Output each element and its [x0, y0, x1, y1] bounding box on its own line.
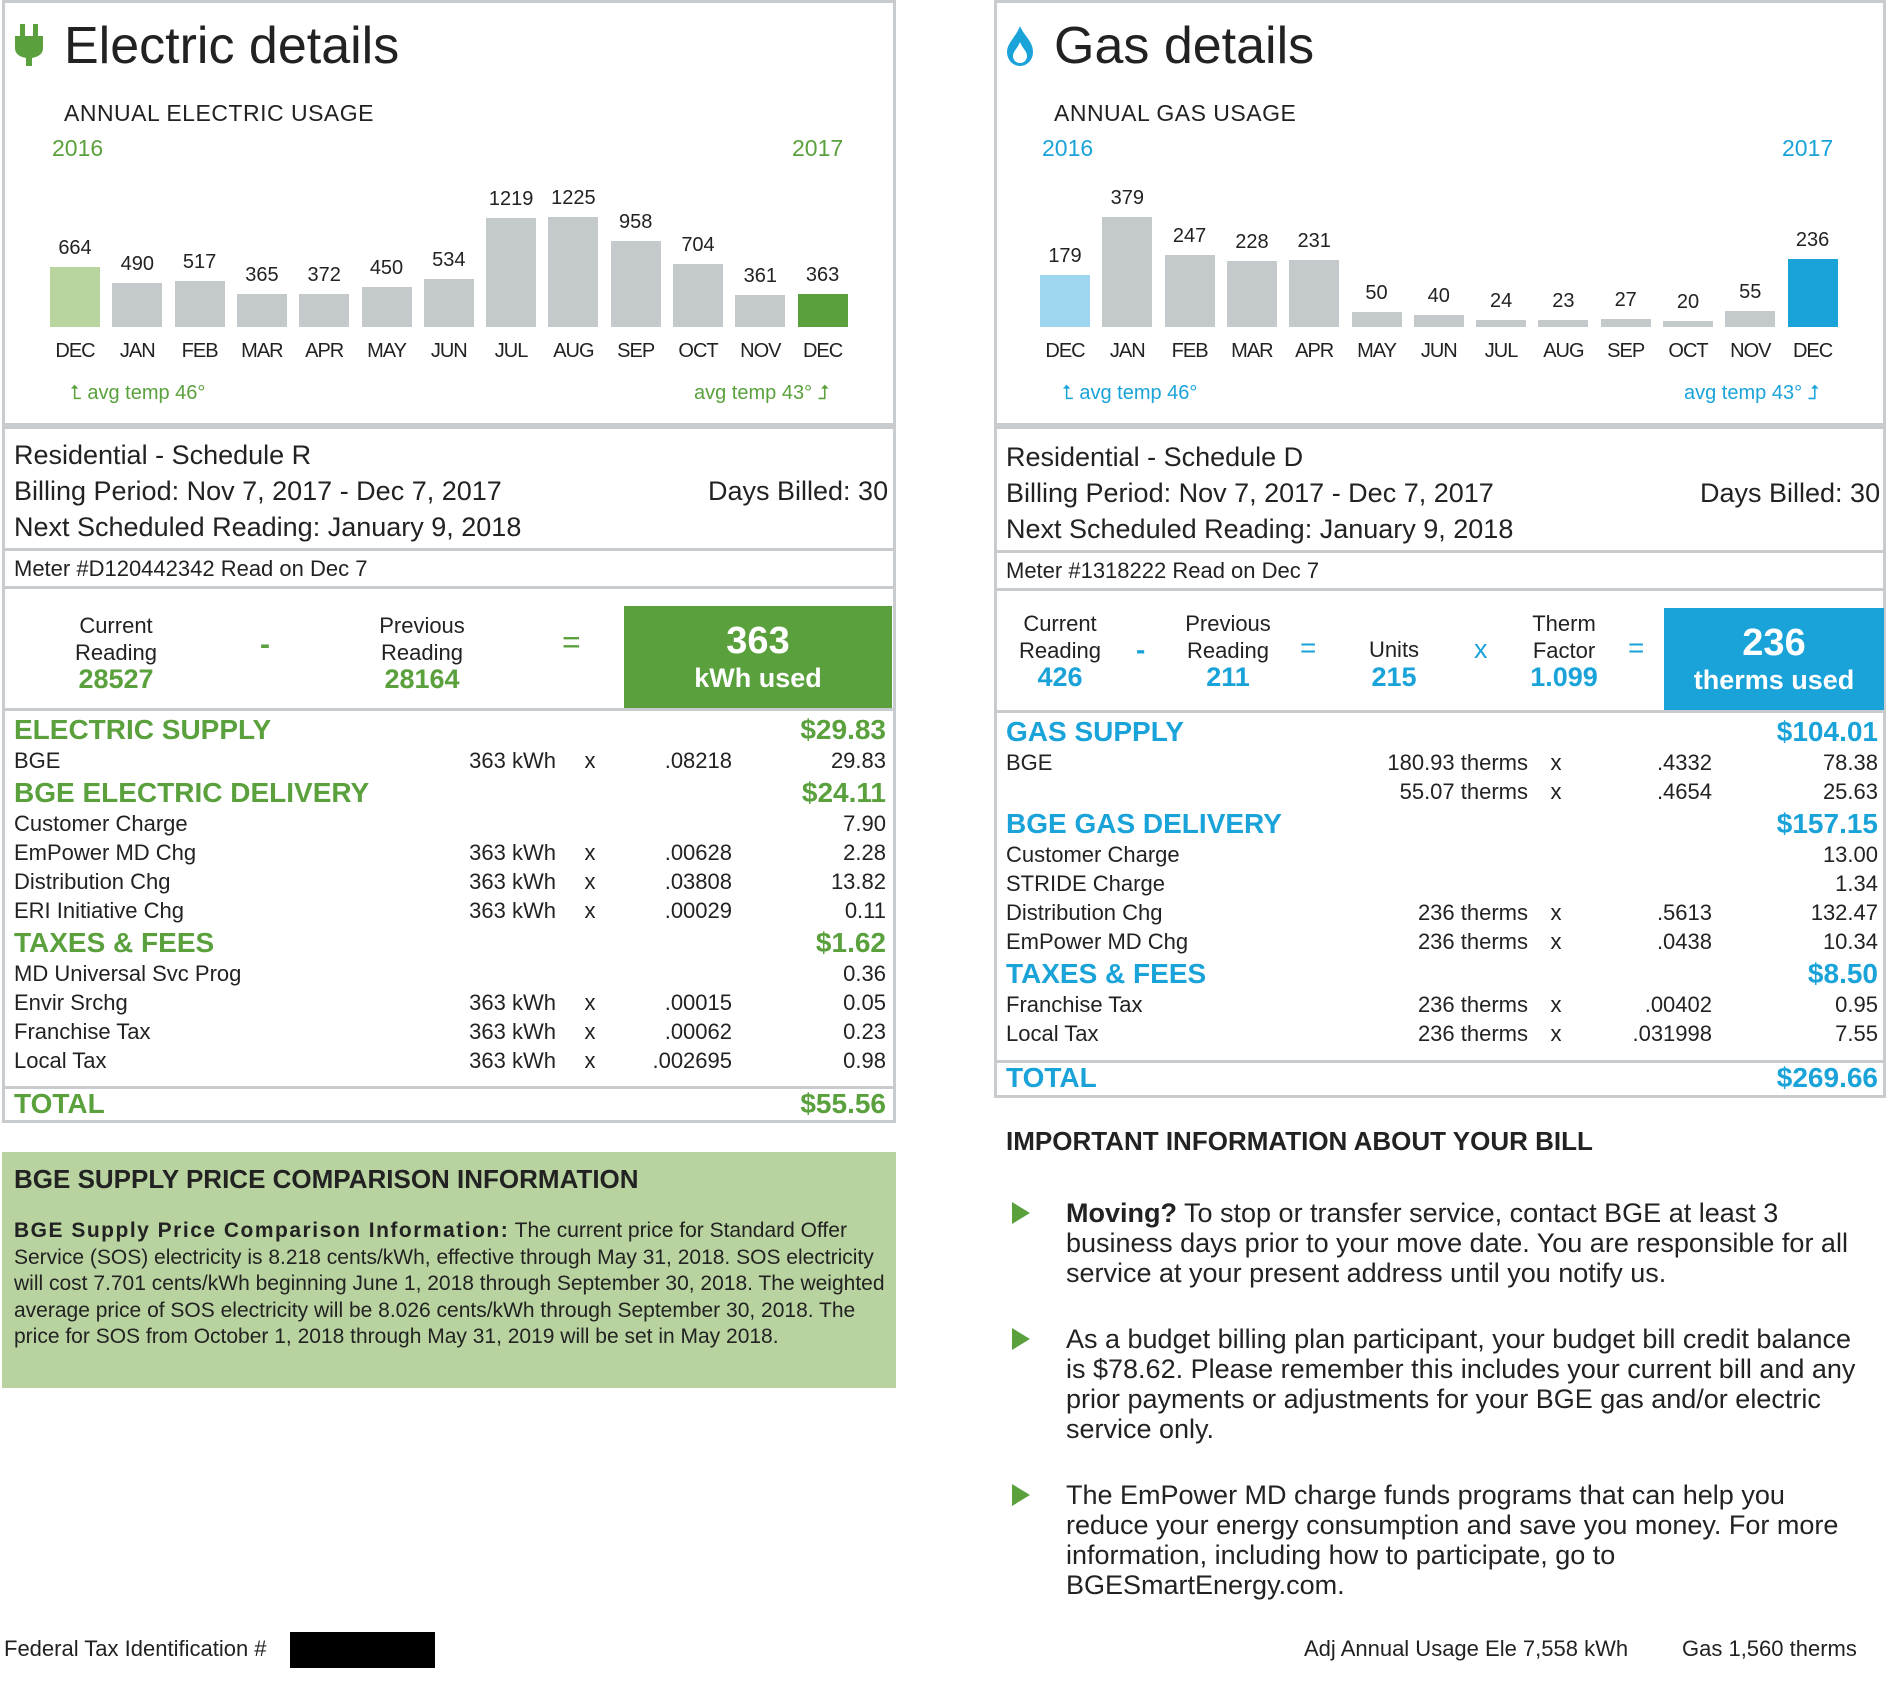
usage-bar [1725, 311, 1775, 327]
delivery-section-total: $157.15 [1776, 808, 1878, 839]
line-item-quantity: 55.07 therms [1399, 779, 1528, 804]
usage-bar [424, 279, 474, 327]
bullet-arrow-icon [1012, 1484, 1030, 1511]
usage-bar [237, 294, 287, 327]
month-label: JAN [1109, 340, 1145, 362]
usage-bar [548, 217, 598, 327]
usage-value-label: 534 [432, 249, 466, 272]
usage-value-label: 24 [1489, 290, 1513, 313]
electric-title: Electric details [64, 17, 400, 75]
gas-previous-label: Previous Reading [1185, 611, 1271, 663]
line-item-amount: 29.83 [830, 748, 886, 773]
electric-year-start: 2016 [52, 135, 104, 161]
usage-bar [1352, 312, 1402, 327]
taxes-section-total: $8.50 [1807, 958, 1878, 989]
redacted-tax-id [290, 1632, 435, 1668]
electric-usage-box [624, 606, 892, 708]
electric-used-label: kWh used [694, 663, 822, 693]
electric-current-label: Current Reading [75, 613, 157, 665]
line-item-quantity: 363 kWh [469, 840, 556, 865]
usage-value-label: 365 [245, 264, 279, 287]
line-item-name: BGE [14, 748, 61, 773]
line-item-rate: .0438 [1656, 929, 1712, 954]
line-item-quantity: 363 kWh [469, 898, 556, 923]
divider [4, 586, 894, 589]
important-item-bold: Moving? [1066, 1198, 1177, 1228]
usage-bar [1538, 320, 1588, 327]
usage-bar [611, 241, 661, 327]
usage-bar [1165, 255, 1215, 327]
usage-bar [1040, 275, 1090, 327]
line-item-multiplier: x [584, 840, 596, 865]
line-item-quantity: 363 kWh [469, 990, 556, 1015]
electric-total-value: $55.56 [800, 1088, 886, 1119]
line-item-multiplier: x [1550, 1021, 1562, 1046]
month-label: NOV [740, 340, 781, 362]
line-item-amount: 0.23 [843, 1019, 886, 1044]
line-item-multiplier: x [584, 869, 596, 894]
supply-section-total: $29.83 [800, 714, 886, 745]
line-item-name: STRIDE Charge [1006, 871, 1165, 896]
line-item-amount: 1.34 [1835, 871, 1878, 896]
line-item-name: BGE [1006, 750, 1053, 775]
line-item-name: Customer Charge [1006, 842, 1180, 867]
gas-year-start: 2016 [1042, 135, 1094, 161]
line-item-rate: .00015 [664, 990, 732, 1015]
usage-value-label: 179 [1048, 245, 1082, 268]
gas-meter: Meter #1318222 Read on Dec 7 [1006, 558, 1320, 583]
important-item-text: The EmPower MD charge funds programs that can help you reduce your energy consumption and save you money. For more information, including how to participate, go to BGESmartEnergy.com. [1066, 1480, 1839, 1600]
month-label: OCT [1668, 340, 1708, 362]
usage-value-label: 490 [120, 253, 154, 275]
gas-therm-factor-label: Therm Factor [1532, 611, 1596, 663]
electric-schedule: Residential - Schedule R [14, 440, 312, 470]
line-item-quantity: 236 therms [1417, 992, 1528, 1017]
taxes-section-total: $1.62 [815, 927, 886, 958]
tax-id-label: Federal Tax Identification # [4, 1636, 267, 1661]
usage-value-label: 450 [369, 256, 404, 279]
usage-bar [673, 264, 723, 327]
divider [4, 548, 894, 551]
month-label: FEB [1171, 340, 1208, 362]
gas-avg-temp-start: ⮤ avg temp 46° [1062, 382, 1198, 404]
usage-bar [1414, 315, 1464, 327]
line-item-multiplier: x [584, 748, 596, 773]
divider [996, 588, 1884, 591]
usage-bar [1663, 321, 1713, 327]
price-comparison-heading: BGE SUPPLY PRICE COMPARISON INFORMATION [14, 1164, 639, 1194]
supply-section-total: $104.01 [1776, 716, 1878, 747]
line-item-quantity: 363 kWh [469, 869, 556, 894]
month-label: MAR [1231, 340, 1273, 362]
usage-value-label: 236 [1795, 228, 1830, 251]
bullet-arrow-icon [1012, 1202, 1030, 1229]
month-label: JUL [494, 340, 528, 362]
gas-current-value: 426 [1037, 662, 1083, 692]
important-item-text: As a budget billing plan participant, your budget bill credit balance is $78.62. Please remember this includes your current bill and any prior payments or adjustments for your BGE gas and/or electric service only. [1066, 1324, 1856, 1444]
usage-value-label: 517 [182, 250, 217, 273]
month-label: MAY [1357, 340, 1396, 362]
line-item-multiplier: x [1550, 750, 1562, 775]
minus-sign: - [1136, 634, 1146, 665]
line-item-name: MD Universal Svc Prog [14, 961, 242, 986]
gas-title: Gas details [1054, 17, 1315, 75]
usage-bar [486, 218, 536, 327]
supply-section-label: ELECTRIC SUPPLY [14, 714, 272, 745]
line-item-multiplier: x [1550, 779, 1562, 804]
usage-bar [1227, 261, 1277, 327]
line-item-amount: 2.28 [843, 840, 886, 865]
delivery-section-label: BGE ELECTRIC DELIVERY [14, 777, 370, 808]
line-item-amount: 0.98 [843, 1048, 886, 1073]
important-item [1066, 1324, 1866, 1444]
usage-value-label: 664 [58, 237, 92, 260]
price-comparison-box [2, 1152, 896, 1388]
month-label: DEC [1792, 340, 1833, 362]
electric-year-end: 2017 [792, 135, 844, 161]
line-item-amount: 0.36 [843, 961, 886, 986]
electric-previous-label: Previous Reading [379, 613, 465, 665]
gas-total-value: $269.66 [1776, 1062, 1878, 1093]
gas-avg-temp-end: avg temp 43° ⮥ [1684, 382, 1820, 404]
line-item-quantity: 236 therms [1417, 900, 1528, 925]
gas-chart-title: ANNUAL GAS USAGE [1054, 100, 1297, 126]
electric-usage-chart [50, 150, 870, 370]
line-item-quantity: 363 kWh [469, 1019, 556, 1044]
usage-value-label: 372 [307, 263, 341, 286]
gas-total-label: TOTAL [1006, 1062, 1097, 1093]
gas-billing-period: Billing Period: Nov 7, 2017 - Dec 7, 2017 [1006, 478, 1494, 508]
electric-days-billed: Days Billed: 30 [708, 476, 889, 506]
line-item-name: Local Tax [14, 1048, 107, 1073]
line-item-quantity: 363 kWh [469, 1048, 556, 1073]
line-item-name: Franchise Tax [14, 1019, 151, 1044]
equals-sign: = [1300, 632, 1317, 663]
usage-bar [50, 267, 100, 327]
month-label: JUN [430, 340, 467, 362]
usage-value-label: 361 [743, 264, 777, 287]
taxes-section-label: TAXES & FEES [14, 927, 215, 958]
usage-bar [299, 294, 349, 327]
month-label: SEP [617, 340, 655, 362]
usage-value-label: 50 [1365, 282, 1388, 305]
line-item-name: EmPower MD Chg [14, 840, 197, 865]
taxes-section-label: TAXES & FEES [1006, 958, 1207, 989]
line-item-rate: .5613 [1656, 900, 1712, 925]
month-label: AUG [553, 340, 594, 362]
usage-value-label: 55 [1739, 281, 1762, 304]
gas-units-label: Units [1368, 637, 1420, 662]
line-item-amount: 13.00 [1822, 842, 1878, 867]
line-item-quantity: 236 therms [1417, 1021, 1528, 1046]
important-heading: IMPORTANT INFORMATION ABOUT YOUR BILL [1006, 1126, 1593, 1156]
month-label: JUL [1484, 340, 1518, 362]
usage-value-label: 247 [1172, 225, 1207, 248]
equals-sign: = [1628, 632, 1645, 663]
gas-units-value: 215 [1371, 662, 1417, 692]
adj-annual-gas: Gas 1,560 therms [1682, 1636, 1857, 1661]
usage-bar [798, 294, 848, 327]
month-label: JUN [1420, 340, 1457, 362]
month-label: DEC [55, 340, 95, 362]
usage-value-label: 40 [1427, 285, 1450, 308]
month-label: SEP [1607, 340, 1645, 362]
month-label: OCT [678, 340, 718, 362]
important-item [1066, 1198, 1866, 1288]
line-item-name: EmPower MD Chg [1006, 929, 1189, 954]
gas-next-reading: Next Scheduled Reading: January 9, 2018 [1006, 514, 1514, 544]
usage-bar [112, 283, 162, 327]
line-item-multiplier: x [1550, 900, 1562, 925]
line-item-multiplier: x [584, 898, 596, 923]
equals-sign: = [562, 624, 581, 660]
usage-bar [175, 281, 225, 327]
line-item-rate: .4332 [1656, 750, 1712, 775]
line-item-rate: .03808 [664, 869, 732, 894]
usage-value-label: 379 [1110, 187, 1144, 209]
usage-value-label: 27 [1614, 289, 1637, 312]
line-item-amount: 25.63 [1822, 779, 1878, 804]
usage-value-label: 23 [1552, 290, 1575, 313]
line-item-name: Envir Srchg [14, 990, 128, 1015]
line-item-rate: .00402 [1644, 992, 1712, 1017]
supply-section-label: GAS SUPPLY [1006, 716, 1184, 747]
line-item-rate: .002695 [652, 1048, 732, 1073]
line-item-amount: 0.11 [844, 898, 886, 923]
month-label: MAR [241, 340, 283, 362]
delivery-section-label: BGE GAS DELIVERY [1006, 808, 1282, 839]
divider [4, 708, 894, 711]
times-sign: x [1474, 634, 1488, 664]
line-item-multiplier: x [584, 990, 596, 1015]
electric-next-reading: Next Scheduled Reading: January 9, 2018 [14, 512, 522, 542]
usage-value-label: 20 [1676, 291, 1700, 314]
line-item-rate: .00062 [664, 1019, 732, 1044]
gas-previous-value: 211 [1206, 662, 1250, 692]
line-item-name: ERI Initiative Chg [14, 898, 184, 923]
month-label: DEC [802, 340, 843, 362]
electric-total-label: TOTAL [14, 1088, 105, 1119]
usage-bar [1102, 217, 1152, 327]
usage-bar [1476, 320, 1526, 327]
line-item-amount: 10.34 [1822, 929, 1878, 954]
gas-days-billed: Days Billed: 30 [1700, 478, 1881, 508]
line-item-amount: 7.55 [1835, 1021, 1878, 1046]
usage-bar [362, 287, 412, 327]
price-comparison-lead: BGE Supply Price Comparison Information: [14, 1219, 510, 1242]
minus-sign: - [260, 628, 270, 661]
gas-current-label: Current Reading [1019, 611, 1101, 663]
line-item-amount: 13.82 [830, 869, 886, 894]
electric-current-value: 28527 [78, 664, 154, 694]
line-item-amount: 7.90 [843, 811, 886, 836]
line-item-quantity: 180.93 therms [1387, 750, 1528, 775]
line-item-multiplier: x [1550, 992, 1562, 1017]
gas-therm-factor-value: 1.099 [1530, 662, 1598, 692]
month-label: AUG [1543, 340, 1584, 362]
usage-bar [1289, 260, 1339, 327]
delivery-section-total: $24.11 [801, 777, 886, 808]
line-item-rate: .08218 [664, 748, 732, 773]
usage-value-label: 1219 [488, 187, 534, 210]
usage-bar [735, 295, 785, 327]
divider [996, 550, 1884, 553]
line-item-rate: .00029 [664, 898, 732, 923]
electric-avg-temp-start: ⮤ avg temp 46° [70, 382, 206, 404]
line-item-amount: 132.47 [1810, 900, 1878, 925]
line-item-multiplier: x [584, 1019, 596, 1044]
usage-value-label: 228 [1235, 230, 1269, 253]
bullet-arrow-icon [1012, 1328, 1030, 1355]
electric-previous-value: 28164 [384, 664, 460, 694]
gas-schedule: Residential - Schedule D [1006, 442, 1304, 472]
usage-value-label: 231 [1297, 229, 1331, 252]
line-item-name: Distribution Chg [14, 869, 171, 894]
usage-value-label: 363 [805, 264, 840, 287]
line-item-rate: .00628 [664, 840, 732, 865]
electric-chart-title: ANNUAL ELECTRIC USAGE [64, 100, 374, 126]
usage-bar [1601, 319, 1651, 327]
line-item-amount: 0.95 [1835, 992, 1878, 1017]
usage-value-label: 958 [619, 210, 653, 233]
electric-meter: Meter #D120442342 Read on Dec 7 [14, 556, 368, 581]
important-item [1066, 1480, 1866, 1600]
line-item-name: Customer Charge [14, 811, 188, 836]
price-comparison-text: BGE Supply Price Comparison Information: The current price for Standard Offer Service (SOS) electricity is 8.218 cents/kWh, effective through May 31, 2018. SOS electricity will cost 7.701 cents/kWh beginning June 1, 2018 through September 30, 2018. The weighted average price of SOS electricity will be 8.026 cents/kWh through September 30, 2018. The price for SOS from October 1, 2018 through May 31, 2019 will be set in May 2018. [14, 1219, 885, 1348]
month-label: NOV [1730, 340, 1771, 362]
gas-used-label: therms used [1693, 665, 1855, 695]
plug-icon [14, 24, 44, 71]
month-label: APR [305, 340, 344, 362]
month-label: DEC [1045, 340, 1085, 362]
gas-year-end: 2017 [1782, 135, 1834, 161]
electric-avg-temp-end: avg temp 43° ⮥ [694, 382, 830, 404]
adj-annual-electric: Adj Annual Usage Ele 7,558 kWh [1304, 1636, 1629, 1661]
gas-usage-chart [1040, 150, 1860, 370]
usage-bar [1788, 259, 1838, 327]
electric-used-value: 363 [726, 620, 790, 662]
month-label: JAN [119, 340, 155, 362]
gas-used-value: 236 [1742, 622, 1806, 664]
usage-value-label: 704 [681, 233, 715, 256]
month-label: FEB [181, 340, 218, 362]
line-item-amount: 78.38 [1822, 750, 1878, 775]
divider [996, 710, 1884, 713]
line-item-name: Franchise Tax [1006, 992, 1143, 1017]
line-item-name: Distribution Chg [1006, 900, 1163, 925]
line-item-quantity: 363 kWh [469, 748, 556, 773]
line-item-name: Local Tax [1006, 1021, 1099, 1046]
line-item-multiplier: x [584, 1048, 596, 1073]
month-label: MAY [367, 340, 406, 362]
flame-icon [1006, 26, 1034, 71]
line-item-amount: 0.05 [843, 990, 886, 1015]
line-item-rate: .4654 [1656, 779, 1712, 804]
month-label: APR [1295, 340, 1334, 362]
electric-billing-period: Billing Period: Nov 7, 2017 - Dec 7, 2017 [14, 476, 502, 506]
important-item-text: To stop or transfer service, contact BGE at least 3 business days prior to your move date. You are responsible for all service at your present address until you notify us. [1066, 1198, 1848, 1288]
line-item-rate: .031998 [1632, 1021, 1712, 1046]
line-item-multiplier: x [1550, 929, 1562, 954]
line-item-quantity: 236 therms [1417, 929, 1528, 954]
usage-value-label: 1225 [551, 187, 596, 209]
gas-usage-box [1664, 608, 1884, 710]
